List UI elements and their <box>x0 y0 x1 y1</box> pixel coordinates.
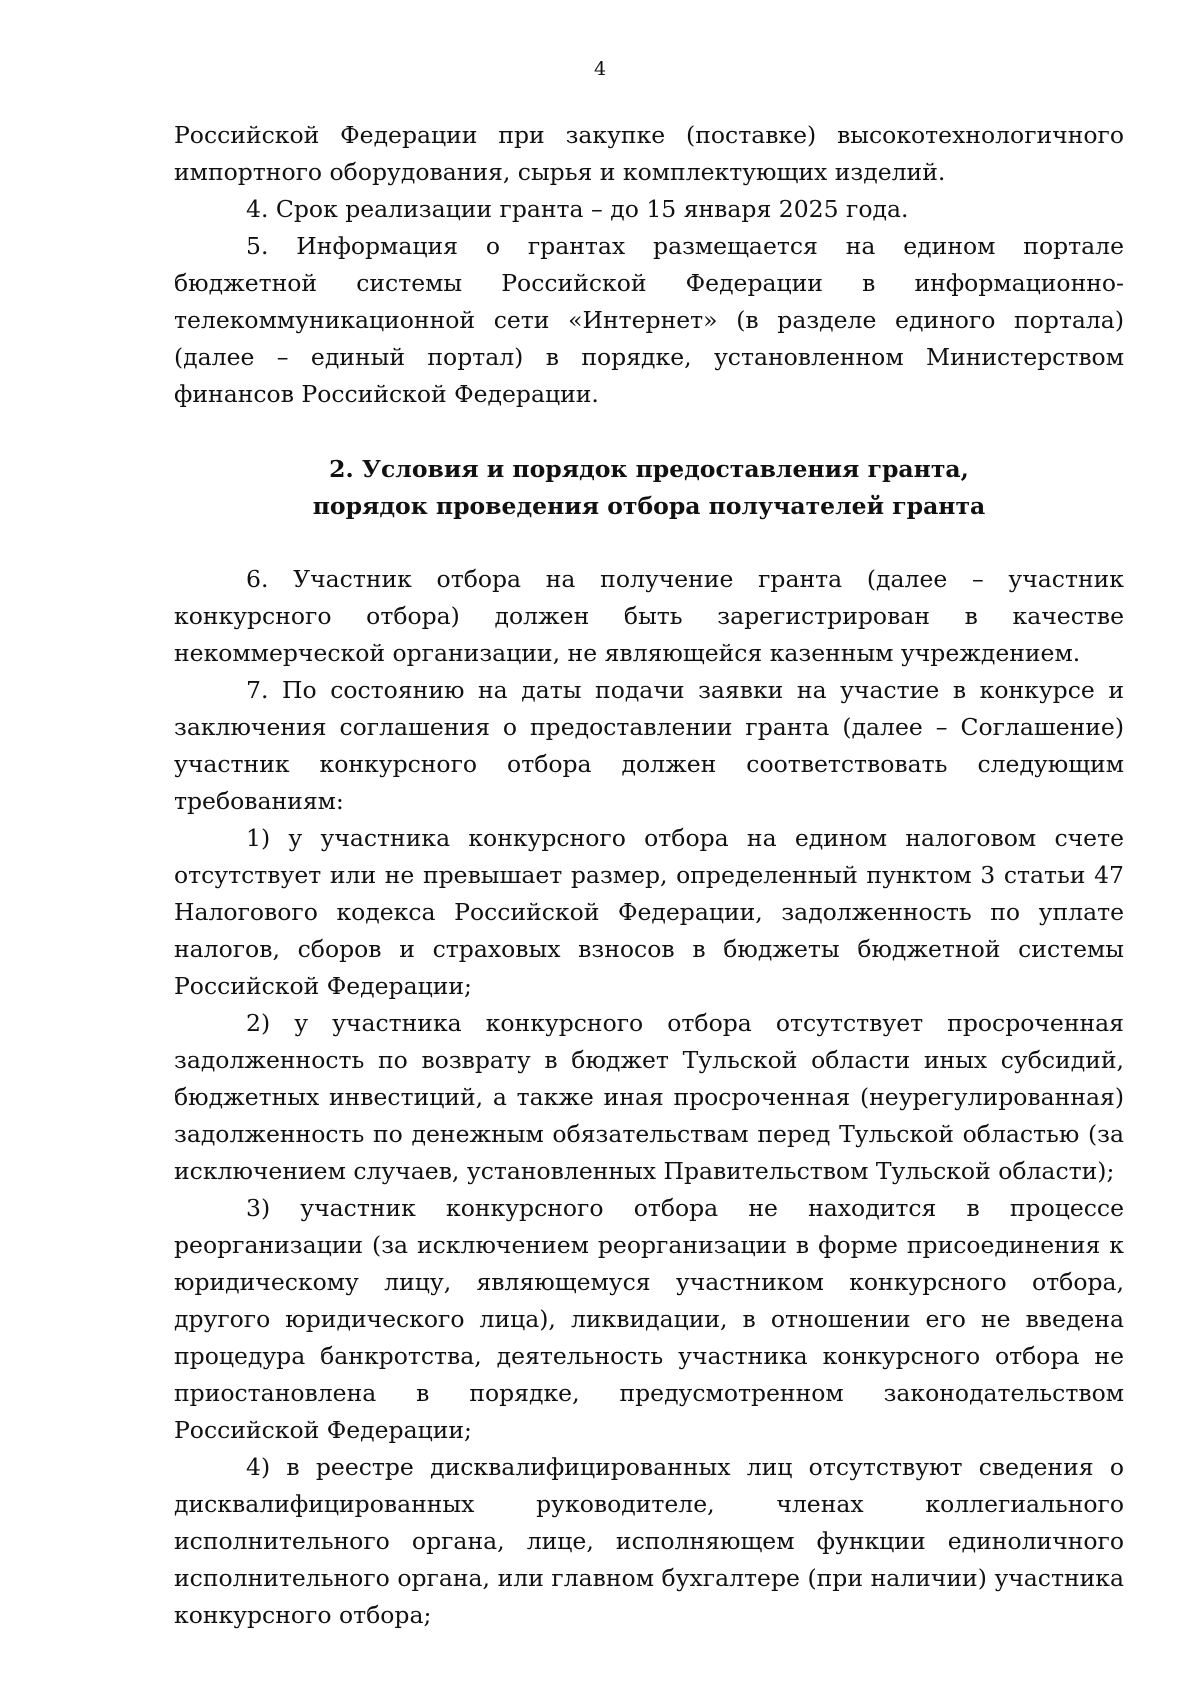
paragraph-6: 6. Участник отбора на получение гранта (далее – участник конкурсного отбора) должен быть зарегистрирован в качестве некоммерческой организации, не являющейся казенным учреждением. <box>174 565 1124 667</box>
list-item-1: 1) у участника конкурсного отбора на едином налоговом счете отсутствует или не превышает размер, определенный пунктом 3 статьи 47 Налогового кодекса Российской Федерации, задолженность по уплате налогов, сборов и страховых взносов в бюджеты бюджетной системы Российской Федерации; <box>174 824 1124 1000</box>
section-heading <box>174 451 1124 525</box>
section-heading-line-2: порядок проведения отбора получателей гранта <box>312 492 986 520</box>
list-item-4: 4) в реестре дисквалифицированных лиц отсутствуют сведения о дисквалифицированных руководителе, членах коллегиального исполнительного органа, лице, исполняющем функции единоличного исполнительного органа, или главном бухгалтере (при наличии) участника конкурсного отбора; <box>174 1453 1124 1629</box>
list-item-3: 3) участник конкурсного отбора не находится в процессе реорганизации (за исключением реорганизации в форме присоединения к юридическому лицу, являющемуся участником конкурсного отбора, другого юридического лица), ликвидации, в отношении его не введена процедура банкротства, деятельность участника конкурсного отбора не приостановлена в порядке, предусмотренном законодательством Российской Федерации; <box>174 1194 1124 1444</box>
list-item-2: 2) у участника конкурсного отбора отсутствует просроченная задолженность по возврату в бюджет Тульской области иных субсидий, бюджетных инвестиций, а также иная просроченная (неурегулированная) задолженность по денежным обязательствам перед Тульской областью (за исключением случаев, установленных Правительством Тульской области); <box>174 1009 1124 1185</box>
section-heading-line-1: 2. Условия и порядок предоставления гранта, <box>329 455 969 483</box>
page-number: 4 <box>593 58 607 80</box>
paragraph-continuation: Российской Федерации при закупке (поставке) высокотехнологичного импортного оборудования, сырья и комплектующих изделий. <box>174 121 1124 186</box>
paragraph-4: 4. Срок реализации гранта – до 15 января 2025 года. <box>246 195 909 223</box>
paragraph-5: 5. Информация о грантах размещается на едином портале бюджетной системы Российской Федерации в информационно-телекоммуникационной сети «Интернет» (в разделе единого портала) (далее – единый портал) в порядке, установленном Министерством финансов Российской Федерации. <box>174 232 1124 408</box>
document-body <box>174 117 1124 1634</box>
paragraph-7: 7. По состоянию на даты подачи заявки на участие в конкурсе и заключения соглашения о предоставлении гранта (далее – Соглашение) участник конкурсного отбора должен соответствовать следующим требованиям: <box>174 676 1124 815</box>
